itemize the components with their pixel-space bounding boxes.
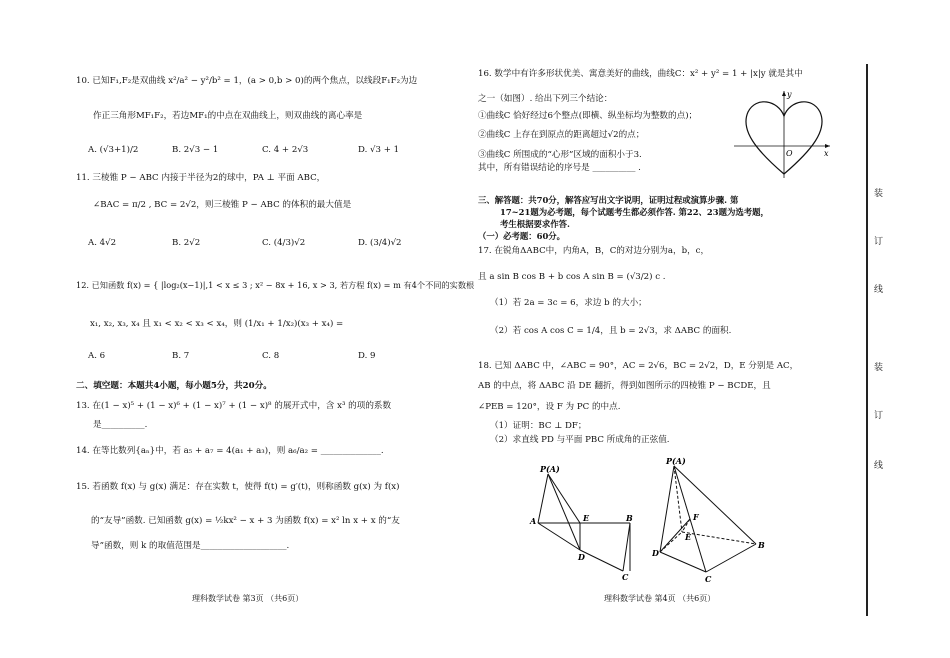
edge-cb <box>706 544 756 572</box>
label-c: C <box>622 572 629 582</box>
right-footer: 理科数学试卷 第4页 （共6页） <box>604 594 716 603</box>
fold-figure-flat <box>528 458 648 583</box>
heart-y-label: y <box>787 90 792 99</box>
pyramid-figure <box>652 452 782 584</box>
q16-c3: ③曲线C 所围成的“心形”区域的面积小于3. <box>478 150 642 160</box>
binding-char-5: 订 <box>872 410 882 421</box>
q11-opt-a: A. 4√2 <box>88 238 117 248</box>
heart-x-label: x <box>824 149 829 158</box>
q10-opt-c: C. 4 + 2√3 <box>262 145 309 155</box>
q16-line3: 其中，所有错误结论的序号是 __________ . <box>478 163 641 173</box>
q18-part2: （2）求直线 PD 与平面 PBC 所成角的正弦值. <box>490 435 670 445</box>
label-a: A <box>530 516 537 526</box>
q11-opt-d: D. (3/4)√2 <box>358 238 402 248</box>
heart-x-arrow <box>825 144 830 148</box>
label-b: B <box>758 540 765 550</box>
q18-line3: ∠PEB = 120°，设 F 为 PC 的中点. <box>478 402 621 412</box>
q16-line2: 之一（如图）. 给出下列三个结论： <box>478 94 613 104</box>
label-e: E <box>583 513 590 523</box>
q10-line1: 10. 已知F₁,F₂是双曲线 x²/a² − y²/b² = 1，(a > 0,b > 0)的两个焦点，以线段F₁F₂为边 <box>76 76 418 86</box>
heart-curve-figure <box>734 88 834 178</box>
q12-opt-d: D. 9 <box>358 351 376 361</box>
q15-line3: 导”函数，则 k 的取值范围是____________________. <box>91 541 290 551</box>
q10-opt-b: B. 2√3 − 1 <box>172 145 219 155</box>
q16-line1: 16. 数学中有许多形状优美、寓意美好的曲线，曲线C：x² + y² = 1 + |x|y 就是其中 <box>478 69 803 79</box>
q12-opt-a: A. 6 <box>88 351 106 361</box>
q18-line2: AB 的中点，将 ΔABC 沿 DE 翻折，得到如图所示的四棱锥 P − BCDE，且 <box>478 381 771 391</box>
section-2-heading: 二、填空题：本题共4小题，每小题5分，共20分。 <box>76 381 272 391</box>
section-3-line2: 17~21题为必考题，每个试题考生都必须作答. 第22、23题为选考题， <box>500 207 769 217</box>
heart-origin-label: O <box>786 149 793 158</box>
edge-pe <box>548 474 580 523</box>
q17-line2: 且 a sin B cos B + b cos A sin B = (√3/2) c . <box>478 272 666 282</box>
left-footer: 理科数学试卷 第3页 （共6页） <box>192 594 304 603</box>
label-c: C <box>705 574 712 584</box>
edge-dc <box>660 552 706 572</box>
binding-char-2: 订 <box>872 236 882 247</box>
q12-line1: 12. 已知函数 f(x) = { |log₂(x−1)|,1 < x ≤ 3 ; x² − 8x + 16, x > 3, 若方程 f(x) = m 有4个不同的实数根 <box>76 280 475 290</box>
q11-line1: 11. 三棱锥 P − ABC 内接于半径为2的球中，PA ⊥ 平面 ABC， <box>76 173 326 183</box>
q10-line2: 作正三角形MF₁F₂，若边MF₁的中点在双曲线上，则双曲线的离心率是 <box>93 111 363 121</box>
section-3-line4: （一）必考题：60分。 <box>478 231 566 241</box>
q12-opt-c: C. 8 <box>262 351 280 361</box>
q17-part1: （1）若 2a = 3c = 6，求边 b 的大小； <box>490 298 647 308</box>
binding-char-6: 线 <box>872 460 882 471</box>
q12-opt-b: B. 7 <box>172 351 190 361</box>
q15-line2: 的“友导”函数. 已知函数 g(x) = ½kx² − x + 3 为函数 f(x) = x² ln x + x 的“友 <box>91 516 400 526</box>
heart-y-arrow <box>782 91 786 96</box>
edge-dc <box>580 550 623 571</box>
q14-line1: 14. 在等比数列{aₙ}中，若 a₅ + a₇ = 4(a₁ + a₃)，则 a₆/a₂ = ______________. <box>76 446 384 456</box>
q16-c2: ②曲线C 上存在到原点的距离超过√2的点； <box>478 130 645 140</box>
edge-pe <box>674 466 682 532</box>
q11-opt-c: C. (4/3)√2 <box>262 238 306 248</box>
q11-opt-b: B. 2√2 <box>172 238 201 248</box>
binding-char-3: 线 <box>872 284 882 295</box>
q10-opt-d: D. √3 + 1 <box>358 145 400 155</box>
label-e: E <box>685 532 692 542</box>
edge-pd <box>548 474 580 550</box>
q11-line2: ∠BAC = π/2 , BC = 2√2，则三棱锥 P − ABC 的体积的最大值是 <box>93 200 352 210</box>
label-pa: P(A) <box>540 464 560 474</box>
binding-line <box>866 64 868 616</box>
section-3-line3: 考生根据要求作答. <box>500 219 570 229</box>
q10-opt-a: A. (√3+1)/2 <box>88 145 139 155</box>
q16-c1: ①曲线C 恰好经过6个整点(即横、纵坐标均为整数的点)； <box>478 111 698 121</box>
q13-line2: 是__________. <box>93 420 148 430</box>
edge-cb <box>623 523 630 571</box>
edge-ad <box>538 523 580 550</box>
edge-pa <box>538 474 548 523</box>
label-d: D <box>578 552 585 562</box>
q17-part2: （2）若 cos A cos C = 1/4，且 b = 2√3，求 ΔABC 的面积. <box>490 326 732 336</box>
label-b: B <box>626 513 633 523</box>
binding-char-1: 装 <box>872 188 882 199</box>
edge-fe <box>682 519 690 532</box>
q18-line1: 18. 已知 ΔABC 中，∠ABC = 90°，AC = 2√6，BC = 2√2，D，E 分别是 AC， <box>478 361 799 371</box>
q15-line1: 15. 若函数 f(x) 与 g(x) 满足：存在实数 t，使得 f(t) = g′(t)，则称函数 g(x) 为 f(x) <box>76 482 400 492</box>
label-f: F <box>693 512 699 522</box>
section-3-line1: 三、解答题：共70分，解答应写出文字说明，证明过程或演算步骤. 第 <box>478 195 739 205</box>
q17-line1: 17. 在锐角ΔABC中，内角A，B，C的对边分别为a，b，c， <box>478 246 710 256</box>
q13-line1: 13. 在(1 − x)⁵ + (1 − x)⁶ + (1 − x)⁷ + (1 − x)⁸ 的展开式中，含 x³ 的项的系数 <box>76 401 392 411</box>
q12-line2: x₁, x₂, x₃, x₄ 且 x₁ < x₂ < x₃ < x₄，则 (1/x₁ + 1/x₂)(x₃ + x₄) = <box>90 319 344 329</box>
label-d: D <box>652 548 659 558</box>
q18-part1: （1）证明：BC ⊥ DF； <box>490 421 587 431</box>
label-pa: P(A) <box>666 456 686 466</box>
binding-char-4: 装 <box>872 362 882 373</box>
